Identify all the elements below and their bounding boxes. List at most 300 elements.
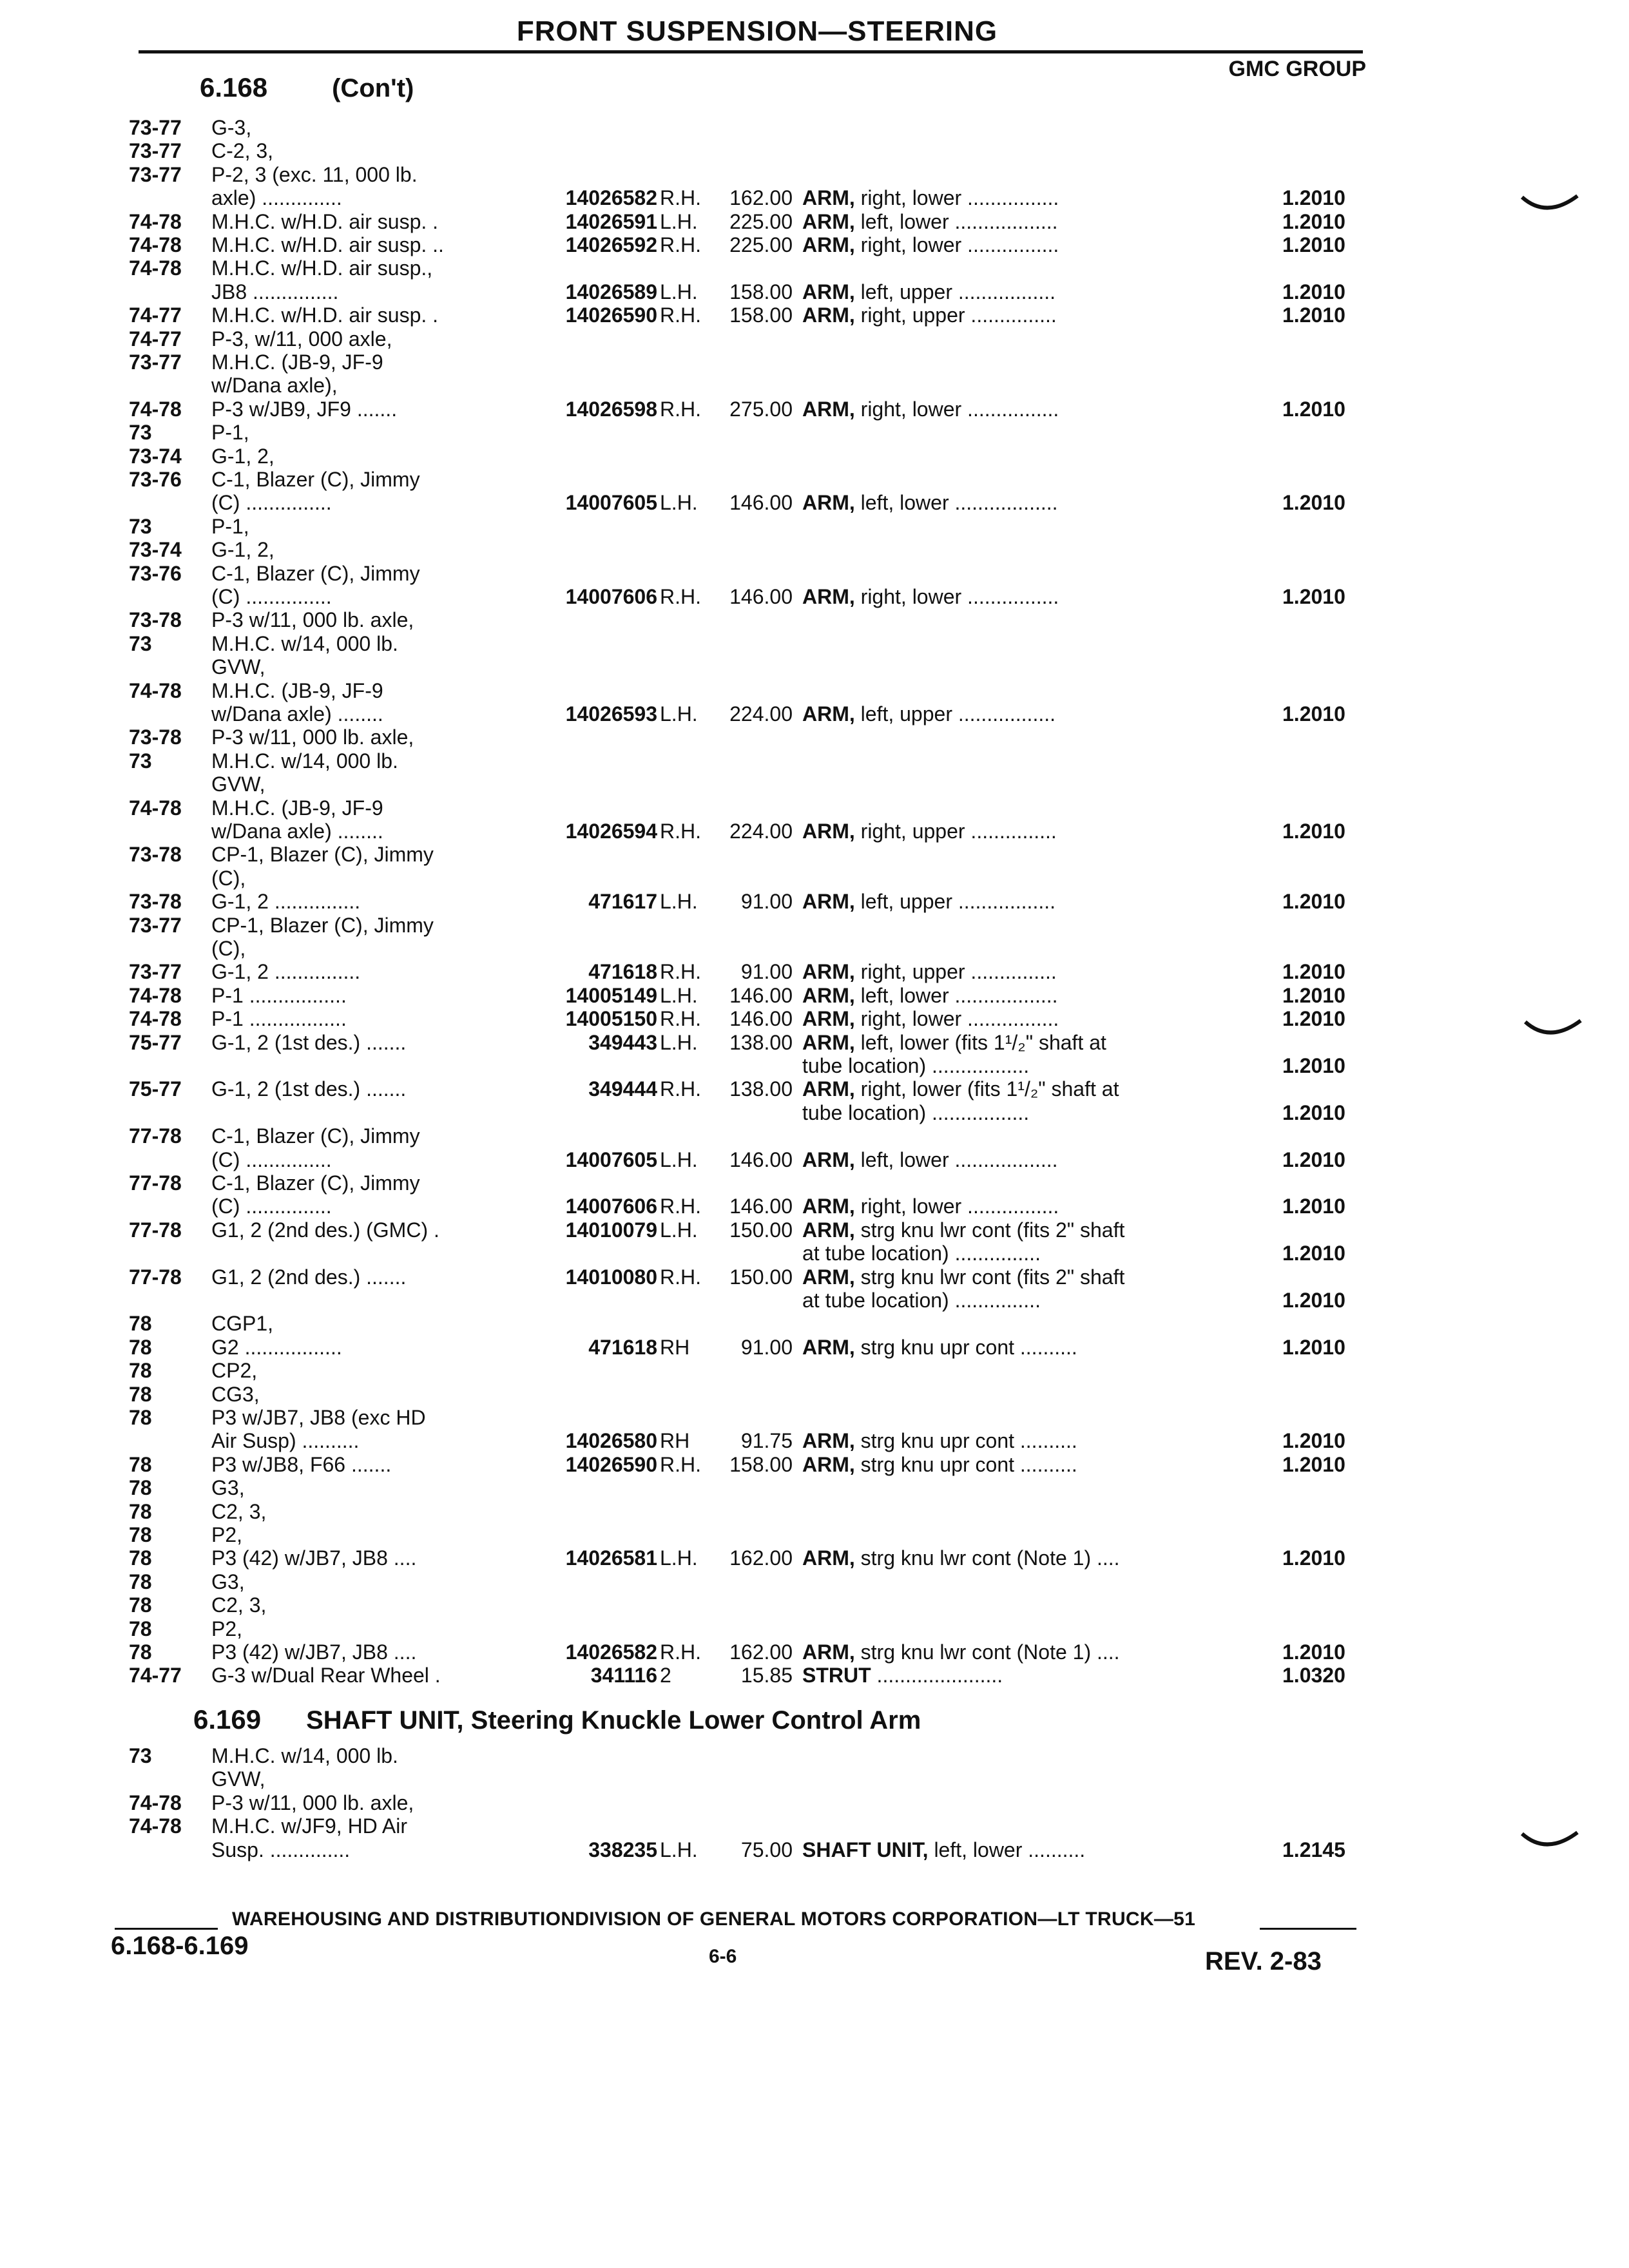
description xyxy=(802,818,1057,844)
description xyxy=(802,983,1058,1008)
price: 75.00 xyxy=(740,1838,793,1861)
description xyxy=(802,889,1055,914)
part-description: left, lower .................. xyxy=(860,491,1058,515)
group-code: 1.2010 xyxy=(1282,585,1345,608)
part-name: ARM, xyxy=(802,1452,855,1476)
group-code: 1.2010 xyxy=(1282,1429,1345,1453)
price: 146.00 xyxy=(729,983,793,1007)
table-row xyxy=(0,1240,1629,1266)
application: G-1, 2 ............... xyxy=(211,960,361,984)
group-code: 1.2010 xyxy=(1282,1195,1345,1218)
table-row xyxy=(0,279,1629,305)
model-year: 73-78 xyxy=(129,608,182,632)
part-name: ARM, xyxy=(802,890,855,914)
description xyxy=(802,1076,1119,1102)
application: G-3 w/Dual Rear Wheel . xyxy=(211,1664,441,1687)
group-code: 1.2010 xyxy=(1282,209,1345,233)
model-year: 73 xyxy=(129,749,152,773)
model-year: 73 xyxy=(129,421,152,445)
part-number: 14007606 xyxy=(565,585,657,608)
group-code: 1.2010 xyxy=(1282,186,1345,210)
model-year: 73-77 xyxy=(129,351,182,374)
part-description: left, lower .......... xyxy=(934,1838,1086,1861)
part-description: left, lower .................. xyxy=(860,209,1058,233)
group-code: 1.2010 xyxy=(1282,1242,1345,1265)
model-year: 75-77 xyxy=(129,1030,182,1054)
application: CGP1, xyxy=(211,1312,274,1336)
model-year: 73-76 xyxy=(129,561,182,585)
part-description: left, upper ................. xyxy=(860,280,1055,303)
part-name: ARM, xyxy=(802,1546,855,1570)
part-description: strg knu lwr cont (Note 1) .... xyxy=(860,1640,1120,1664)
model-year: 74-78 xyxy=(129,796,182,820)
part-number: 14026598 xyxy=(565,397,657,421)
table-row xyxy=(0,232,1629,258)
part-description: at tube location) ............... xyxy=(802,1242,1041,1265)
application: G3, xyxy=(211,1476,245,1500)
part-name: ARM, xyxy=(802,397,855,421)
table-row xyxy=(0,1428,1629,1454)
application: C2, 3, xyxy=(211,1499,267,1523)
price: 150.00 xyxy=(729,1265,793,1289)
side: R.H. xyxy=(660,1007,701,1031)
side: L.H. xyxy=(660,702,698,726)
side: R.H. xyxy=(660,1265,701,1289)
part-name: ARM, xyxy=(802,1007,855,1031)
part-number: 338235 xyxy=(588,1838,657,1861)
model-year: 73-77 xyxy=(129,913,182,937)
table-row xyxy=(0,841,1629,867)
side: R.H. xyxy=(660,1640,701,1664)
footer-page-number: 6-6 xyxy=(709,1946,737,1967)
group-code: 1.2010 xyxy=(1282,820,1345,843)
model-year: 74-78 xyxy=(129,209,182,233)
model-year: 78 xyxy=(129,1452,152,1476)
application: (C) ............... xyxy=(211,1195,332,1218)
description xyxy=(802,1452,1077,1477)
part-description: ...................... xyxy=(876,1664,1003,1687)
part-number: 471618 xyxy=(588,1335,657,1359)
table-row xyxy=(0,1170,1629,1196)
table-row xyxy=(0,1381,1629,1407)
subsection-heading xyxy=(193,1704,921,1735)
description xyxy=(802,1545,1120,1571)
model-year: 78 xyxy=(129,1335,152,1359)
table-row xyxy=(0,115,1629,140)
table-row xyxy=(0,865,1629,891)
application: P3 (42) w/JB7, JB8 .... xyxy=(211,1640,417,1664)
table-row xyxy=(0,1405,1629,1430)
application: CP-1, Blazer (C), Jimmy xyxy=(211,843,434,867)
application: (C), xyxy=(211,866,246,890)
part-description: strg knu lwr cont (fits 2" shaft xyxy=(860,1265,1125,1289)
table-row xyxy=(0,537,1629,562)
application: w/Dana axle) ........ xyxy=(211,820,383,843)
table-row xyxy=(0,490,1629,515)
model-year: 74-77 xyxy=(129,303,182,327)
description xyxy=(802,1240,1041,1266)
side: L.H. xyxy=(660,1546,698,1570)
application: G1, 2 (2nd des.) ....... xyxy=(211,1265,407,1289)
part-number: 349443 xyxy=(588,1030,657,1054)
price: 146.00 xyxy=(729,491,793,515)
table-row xyxy=(0,983,1629,1008)
model-year: 74-78 xyxy=(129,256,182,280)
group-code: 1.2010 xyxy=(1282,983,1345,1007)
application: P-2, 3 (exc. 11, 000 lb. xyxy=(211,162,418,186)
table-row xyxy=(0,561,1629,586)
model-year: 77-78 xyxy=(129,1171,182,1195)
table-row xyxy=(0,889,1629,914)
price: 146.00 xyxy=(729,585,793,608)
group-code: 1.2010 xyxy=(1282,233,1345,256)
application: P2, xyxy=(211,1617,243,1640)
subsection-number: 6.169 xyxy=(193,1704,262,1735)
part-name: ARM, xyxy=(802,1429,855,1453)
part-number: 14026582 xyxy=(565,1640,657,1664)
part-name: ARM, xyxy=(802,702,855,726)
table-row xyxy=(0,1837,1629,1863)
part-number: 14026581 xyxy=(565,1546,657,1570)
part-description: right, lower ................ xyxy=(860,1007,1059,1031)
table-row xyxy=(0,349,1629,375)
description xyxy=(802,302,1057,328)
description xyxy=(802,1193,1059,1219)
application: G-1, 2 (1st des.) ....... xyxy=(211,1077,407,1101)
footer-section-range: 6.168-6.169 xyxy=(111,1932,249,1960)
application: (C) ............... xyxy=(211,491,332,515)
model-year: 74-77 xyxy=(129,327,182,351)
application: M.H.C. w/H.D. air susp., xyxy=(211,256,433,280)
part-description: right, lower (fits 1¹/₂" shaft at xyxy=(860,1077,1119,1101)
model-year: 73-74 xyxy=(129,538,182,562)
table-row xyxy=(0,1358,1629,1383)
subsection-title: SHAFT UNIT, Steering Knuckle Lower Control Arm xyxy=(306,1706,921,1735)
application: (C) ............... xyxy=(211,585,332,608)
group-code: 1.2010 xyxy=(1282,1335,1345,1359)
table-row xyxy=(0,1287,1629,1313)
price: 91.75 xyxy=(740,1429,793,1453)
application: P-3 w/11, 000 lb. axle, xyxy=(211,1791,414,1814)
side: R.H. xyxy=(660,303,701,327)
table-row xyxy=(0,631,1629,657)
part-description: right, upper ............... xyxy=(860,960,1057,984)
application: JB8 ............... xyxy=(211,280,339,303)
model-year: 73 xyxy=(129,1744,152,1767)
model-year: 74-77 xyxy=(129,1664,182,1687)
part-name: ARM, xyxy=(802,1218,855,1242)
model-year: 73-77 xyxy=(129,116,182,139)
application: P-1 ................. xyxy=(211,1007,347,1031)
application: G-1, 2 (1st des.) ....... xyxy=(211,1030,407,1054)
table-row xyxy=(0,1475,1629,1501)
application: M.H.C. w/14, 000 lb. xyxy=(211,1744,398,1767)
part-name: ARM, xyxy=(802,1640,855,1664)
group-code: 1.2010 xyxy=(1282,397,1345,421)
side: RH xyxy=(660,1429,690,1453)
application: (C), xyxy=(211,937,246,960)
model-year: 74-78 xyxy=(129,1791,182,1814)
description xyxy=(802,1287,1041,1313)
side: R.H. xyxy=(660,233,701,256)
description xyxy=(802,959,1057,985)
table-row xyxy=(0,302,1629,328)
part-name: ARM, xyxy=(802,1335,855,1359)
part-description: left, lower .................. xyxy=(860,1148,1058,1171)
part-description: strg knu upr cont .......... xyxy=(860,1429,1077,1453)
table-row xyxy=(0,1053,1629,1079)
part-description: strg knu upr cont .......... xyxy=(860,1335,1077,1359)
model-year: 73-77 xyxy=(129,139,182,163)
application: G-1, 2, xyxy=(211,444,275,468)
model-year: 78 xyxy=(129,1476,152,1500)
group-code: 1.2010 xyxy=(1282,1054,1345,1077)
model-year: 77-78 xyxy=(129,1124,182,1148)
description xyxy=(802,1053,1029,1079)
price: 158.00 xyxy=(729,1452,793,1476)
description xyxy=(802,279,1055,305)
application: P3 w/JB8, F66 ....... xyxy=(211,1452,392,1476)
side: RH xyxy=(660,1335,690,1359)
table-row xyxy=(0,1264,1629,1290)
description xyxy=(802,1639,1120,1665)
application: C2, 3, xyxy=(211,1593,267,1617)
part-name: ARM, xyxy=(802,1195,855,1218)
price: 224.00 xyxy=(729,820,793,843)
application: w/Dana axle), xyxy=(211,374,338,398)
application: CP2, xyxy=(211,1359,258,1383)
price: 162.00 xyxy=(729,1640,793,1664)
group-code: 1.2010 xyxy=(1282,1452,1345,1476)
price: 224.00 xyxy=(729,702,793,726)
application: P3 w/JB7, JB8 (exc HD xyxy=(211,1406,426,1429)
part-number: 341116 xyxy=(590,1664,657,1687)
group-code: 1.2010 xyxy=(1282,1100,1345,1124)
footer-rule-left xyxy=(115,1928,218,1930)
price: 158.00 xyxy=(729,280,793,303)
table-row xyxy=(0,1743,1629,1769)
price: 162.00 xyxy=(729,1546,793,1570)
part-number: 14007605 xyxy=(565,1148,657,1171)
application: G-1, 2 ............... xyxy=(211,890,361,914)
description xyxy=(802,490,1058,515)
side: L.H. xyxy=(660,491,698,515)
application: axle) .............. xyxy=(211,186,342,210)
side: L.H. xyxy=(660,983,698,1007)
price: 162.00 xyxy=(729,186,793,210)
table-row xyxy=(0,584,1629,610)
price: 146.00 xyxy=(729,1007,793,1031)
group-code: 1.0320 xyxy=(1282,1664,1345,1687)
price: 91.00 xyxy=(740,890,793,914)
part-description: left, lower .................. xyxy=(860,983,1058,1007)
table-row xyxy=(0,326,1629,352)
table-row xyxy=(0,1662,1629,1688)
application: G3, xyxy=(211,1570,245,1593)
table-row xyxy=(0,1569,1629,1595)
application: C-1, Blazer (C), Jimmy xyxy=(211,468,420,491)
application: M.H.C. (JB-9, JF-9 xyxy=(211,351,383,374)
part-name: STRUT xyxy=(802,1664,871,1687)
table-row xyxy=(0,1123,1629,1149)
table-row xyxy=(0,419,1629,445)
table-row xyxy=(0,1006,1629,1032)
model-year: 78 xyxy=(129,1312,152,1336)
part-name: ARM, xyxy=(802,186,855,210)
application: P-3 w/JB9, JF9 ....... xyxy=(211,397,398,421)
table-row xyxy=(0,1030,1629,1055)
model-year: 74-78 xyxy=(129,397,182,421)
part-name: ARM, xyxy=(802,960,855,984)
table-row xyxy=(0,1334,1629,1360)
price: 146.00 xyxy=(729,1195,793,1218)
description xyxy=(802,1147,1058,1173)
table-row xyxy=(0,209,1629,235)
part-description: right, lower ................ xyxy=(860,1195,1059,1218)
application: P3 (42) w/JB7, JB8 .... xyxy=(211,1546,417,1570)
model-year: 73-74 xyxy=(129,444,182,468)
side: L.H. xyxy=(660,890,698,914)
model-year: 74-78 xyxy=(129,678,182,702)
part-name: ARM, xyxy=(802,983,855,1007)
model-year: 73-77 xyxy=(129,960,182,984)
side: L.H. xyxy=(660,209,698,233)
table-row xyxy=(0,1790,1629,1816)
footer-publisher-text: WAREHOUSING AND DISTRIBUTIONDIVISION OF GENERAL MOTORS CORPORATION—LT TRUCK—51 xyxy=(232,1908,1196,1930)
page-title: FRONT SUSPENSION—STEERING xyxy=(516,15,998,47)
table-row xyxy=(0,818,1629,844)
price: 138.00 xyxy=(729,1030,793,1054)
part-name: ARM, xyxy=(802,233,855,256)
application: C-1, Blazer (C), Jimmy xyxy=(211,1124,420,1148)
table-row xyxy=(0,1217,1629,1243)
description xyxy=(802,701,1055,727)
table-row xyxy=(0,443,1629,469)
model-year: 78 xyxy=(129,1406,152,1429)
price: 91.00 xyxy=(740,960,793,984)
model-year: 78 xyxy=(129,1523,152,1546)
table-row xyxy=(0,795,1629,821)
application: G-3, xyxy=(211,116,252,139)
application: P-3 w/11, 000 lb. axle, xyxy=(211,608,414,632)
price: 146.00 xyxy=(729,1148,793,1171)
part-name: ARM, xyxy=(802,1148,855,1171)
group-code: 1.2010 xyxy=(1282,491,1345,515)
part-description: right, upper ............... xyxy=(860,303,1057,327)
model-year: 74-78 xyxy=(129,1007,182,1031)
model-year: 75-77 xyxy=(129,1077,182,1101)
model-year: 73-76 xyxy=(129,468,182,491)
table-row xyxy=(0,1452,1629,1477)
table-row xyxy=(0,1545,1629,1571)
price: 158.00 xyxy=(729,303,793,327)
side: L.H. xyxy=(660,280,698,303)
price: 138.00 xyxy=(729,1077,793,1101)
application: G2 ................. xyxy=(211,1335,342,1359)
part-number: 14026589 xyxy=(565,280,657,303)
part-description: strg knu lwr cont (fits 2" shaft xyxy=(860,1218,1125,1242)
application: C-1, Blazer (C), Jimmy xyxy=(211,1171,420,1195)
part-description: tube location) ................. xyxy=(802,1054,1030,1077)
table-row xyxy=(0,372,1629,398)
table-row xyxy=(0,654,1629,680)
table-row xyxy=(0,396,1629,422)
application: G-1, 2, xyxy=(211,538,275,562)
part-description: right, lower ................ xyxy=(860,397,1059,421)
application: CG3, xyxy=(211,1382,260,1406)
part-name: ARM, xyxy=(802,491,855,515)
description xyxy=(802,209,1058,235)
price: 150.00 xyxy=(729,1218,793,1242)
model-year: 73-78 xyxy=(129,890,182,914)
part-number: 14026592 xyxy=(565,233,657,256)
table-row xyxy=(0,1076,1629,1102)
application: Susp. .............. xyxy=(211,1838,351,1861)
table-row xyxy=(0,1616,1629,1642)
part-number: 14010080 xyxy=(565,1265,657,1289)
side: 2 xyxy=(660,1664,671,1687)
table-row xyxy=(0,1592,1629,1618)
table-row xyxy=(0,162,1629,187)
application: M.H.C. w/H.D. air susp. . xyxy=(211,209,439,233)
model-year: 74-78 xyxy=(129,233,182,256)
part-description: left, lower (fits 1¹/₂" shaft at xyxy=(860,1030,1106,1054)
application: M.H.C. w/H.D. air susp. .. xyxy=(211,233,444,256)
group-code: 1.2010 xyxy=(1282,1546,1345,1570)
part-number: 14026593 xyxy=(565,702,657,726)
application: P2, xyxy=(211,1523,243,1546)
table-row xyxy=(0,1766,1629,1792)
model-year: 74-78 xyxy=(129,983,182,1007)
part-description: right, lower ................ xyxy=(860,233,1059,256)
application: Air Susp) .......... xyxy=(211,1429,360,1453)
description xyxy=(802,1334,1077,1360)
group-label: GMC GROUP xyxy=(1228,57,1366,81)
part-name: ARM, xyxy=(802,820,855,843)
application: G1, 2 (2nd des.) (GMC) . xyxy=(211,1218,439,1242)
footer-revision: REV. 2-83 xyxy=(1205,1947,1322,1975)
part-name: SHAFT UNIT, xyxy=(802,1838,929,1861)
table-row xyxy=(0,466,1629,492)
part-description: left, upper ................. xyxy=(860,890,1055,914)
model-year: 78 xyxy=(129,1617,152,1640)
group-code: 1.2010 xyxy=(1282,1148,1345,1171)
description xyxy=(802,1662,1003,1688)
part-number: 14026582 xyxy=(565,186,657,210)
group-code: 1.2010 xyxy=(1282,960,1345,984)
part-description: right, lower ................ xyxy=(860,585,1059,608)
table-row xyxy=(0,1100,1629,1126)
group-code: 1.2010 xyxy=(1282,890,1345,914)
part-number: 14005150 xyxy=(565,1007,657,1031)
group-code: 1.2010 xyxy=(1282,702,1345,726)
table-row xyxy=(0,1639,1629,1665)
table-row xyxy=(0,936,1629,961)
table-row xyxy=(0,514,1629,539)
description xyxy=(802,1837,1085,1863)
table-row xyxy=(0,748,1629,774)
price: 15.85 xyxy=(740,1664,793,1687)
table-row xyxy=(0,701,1629,727)
application: C-1, Blazer (C), Jimmy xyxy=(211,561,420,585)
model-year: 73 xyxy=(129,631,152,655)
description xyxy=(802,1030,1106,1055)
group-code: 1.2010 xyxy=(1282,303,1345,327)
group-code: 1.2010 xyxy=(1282,1640,1345,1664)
part-name: ARM, xyxy=(802,303,855,327)
hole-punch-mark-3 xyxy=(1521,1830,1579,1858)
side: L.H. xyxy=(660,1218,698,1242)
